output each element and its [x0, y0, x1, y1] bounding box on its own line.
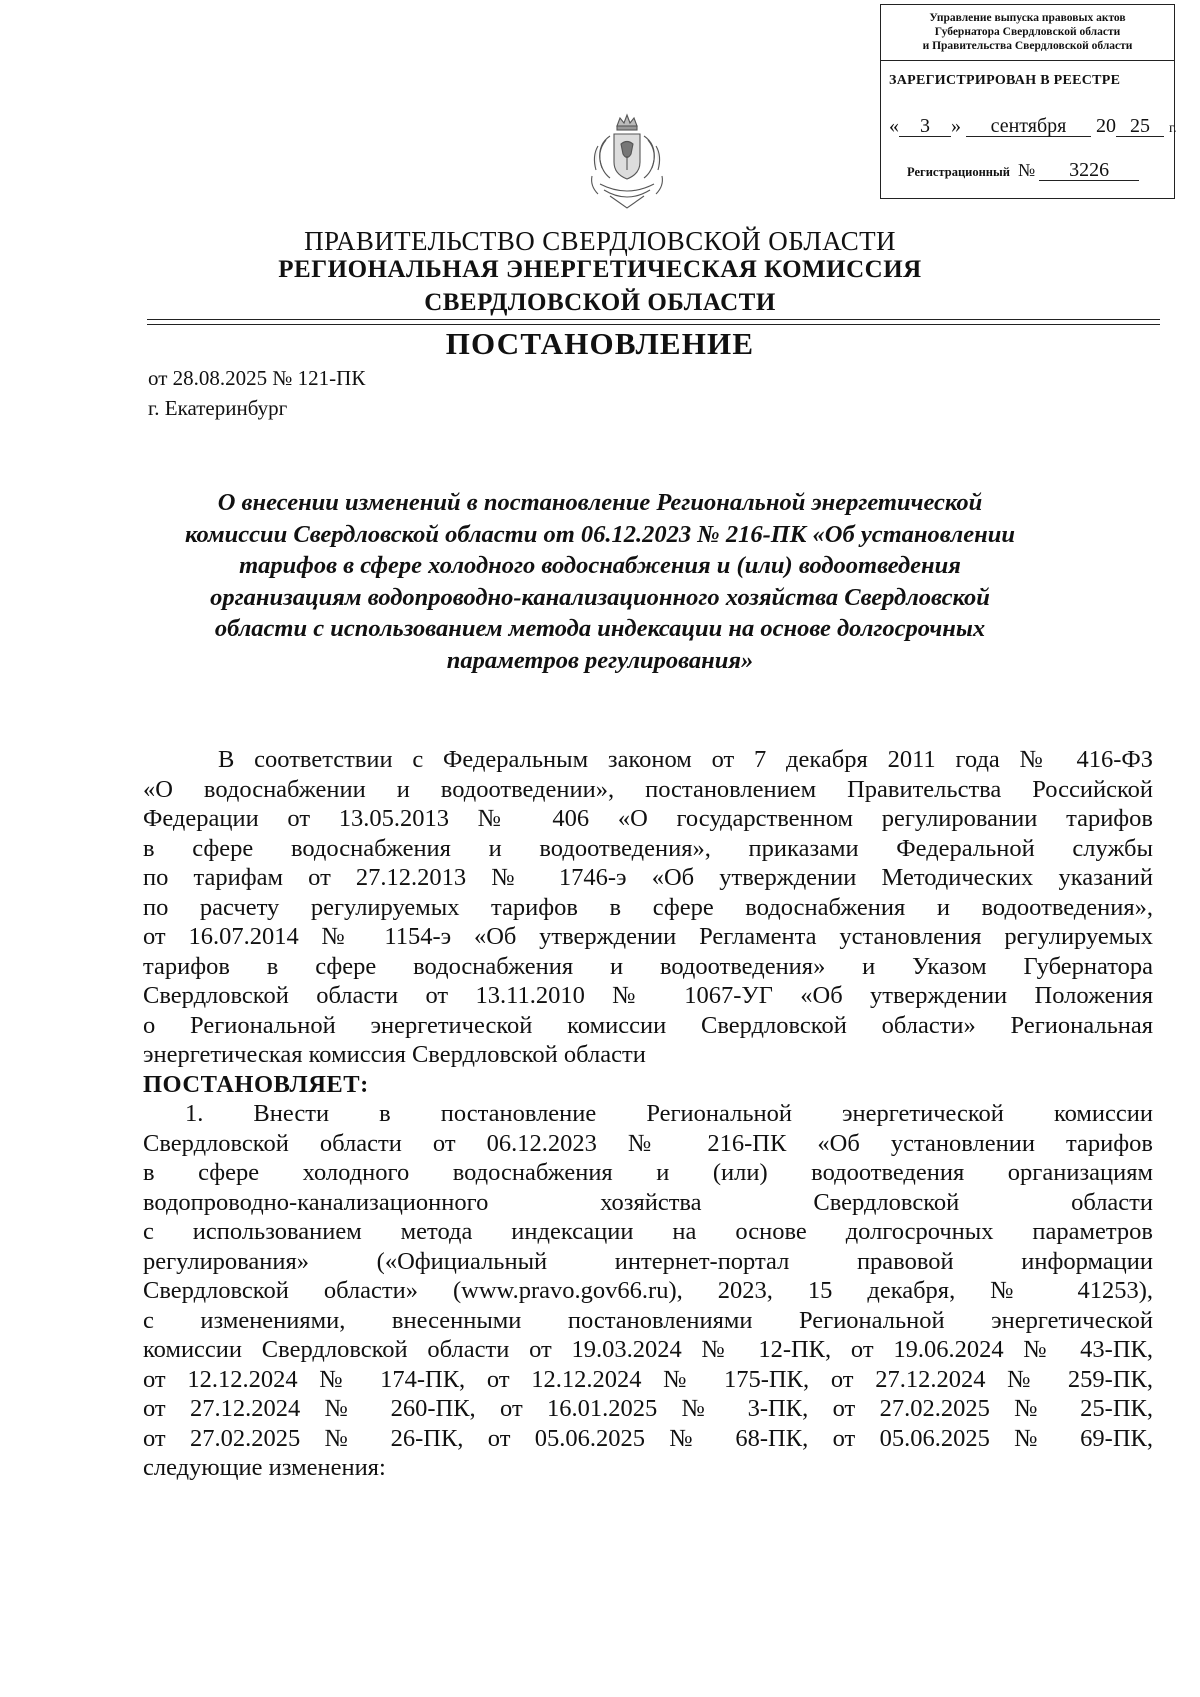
header-divider	[147, 319, 1160, 320]
stamp-header-line: Губернатора Свердловской области	[934, 26, 1121, 38]
item1-line: 1. Внести в постановление Региональной энергетической комиссии	[185, 1100, 1153, 1127]
preamble-line: энергетическая комиссия Свердловской области	[143, 1041, 646, 1068]
stamp-date	[889, 115, 1177, 138]
preamble-line: по расчету регулируемых тарифов в сфере водоснабжения и водоотведения»,	[143, 893, 1153, 921]
stamp-year-abbr: г.	[1169, 121, 1177, 136]
item1-line: комиссии Свердловской области от 19.03.2024 № 12-ПК, от 19.06.2024 № 43-ПК,	[143, 1336, 1153, 1363]
item1-line: от 27.02.2025 № 26-ПК, от 05.06.2025 № 68-ПК, от 05.06.2025 № 69-ПК,	[143, 1424, 1153, 1452]
stamp-month: сентября	[966, 116, 1091, 137]
subject-line: организациям водопроводно-канализационного хозяйства Свердловской	[210, 583, 990, 611]
preamble-line: по тарифам от 27.12.2013 № 1746-э «Об утверждении Методических указаний	[143, 864, 1153, 891]
document-date-number: от 28.08.2025 № 121-ПК	[148, 366, 366, 390]
stamp-registration-number	[907, 160, 1139, 181]
subject-line: комиссии Свердловской области от 06.12.2023 № 216-ПК «Об установлении	[185, 520, 1015, 548]
header-divider-thin	[147, 324, 1160, 325]
stamp-year-suffix: 25	[1116, 116, 1164, 137]
subject-line: параметров регулирования»	[446, 646, 754, 674]
item1-line: с использованием метода индексации на основе долгосрочных параметров	[143, 1218, 1153, 1245]
item1-line: с изменениями, внесенными постановлениями Региональной энергетической	[143, 1306, 1153, 1334]
registration-stamp	[880, 4, 1175, 199]
stamp-header-line: Управление выпуска правовых актов	[929, 12, 1126, 24]
stamp-day: 3	[899, 116, 951, 137]
item1-line: Свердловской области от 06.12.2023 № 216-ПК «Об установлении тарифов	[143, 1129, 1153, 1157]
item1-line: регулирования» («Официальный интернет-портал правовой информации	[143, 1247, 1153, 1275]
stamp-header	[881, 5, 1174, 61]
item1-line: от 12.12.2024 № 174-ПК, от 12.12.2024 № 175-ПК, от 27.12.2024 № 259-ПК,	[143, 1365, 1153, 1393]
subject-line: О внесении изменений в постановление Региональной энергетической	[217, 489, 983, 516]
preamble-line: о Региональной энергетической комиссии Свердловской области» Региональная	[143, 1011, 1153, 1039]
stamp-year-prefix: 20	[1096, 115, 1116, 137]
item1-line: Свердловской области» (www.pravo.gov66.ru), 2023, 15 декабря, № 41253),	[143, 1277, 1153, 1304]
item1-line: в сфере холодного водоснабжения и (или) водоотведения организациям	[143, 1159, 1153, 1186]
stamp-title: ЗАРЕГИСТРИРОВАН В РЕЕСТРЕ	[889, 73, 1121, 88]
stamp-reg-label: Регистрационный	[907, 165, 1010, 179]
stamp-reg-no-sign: №	[1017, 160, 1036, 180]
subject-line: тарифов в сфере холодного водоснабжения и (или) водоотведения	[239, 552, 961, 579]
preamble-line: Федерации от 13.05.2013 № 406 «О государственном регулировании тарифов	[143, 805, 1153, 832]
preamble-line: «О водоснабжении и водоотведении», постановлением Правительства Российской	[143, 775, 1153, 803]
document-subject	[140, 487, 1060, 676]
item1-line: от 27.12.2024 № 260-ПК, от 16.01.2025 № 3-ПК, от 27.02.2025 № 25-ПК,	[143, 1395, 1153, 1422]
preamble-line: от 16.07.2014 № 1154-э «Об утверждении Регламента установления регулируемых	[143, 923, 1153, 950]
resolves-heading: ПОСТАНОВЛЯЕТ:	[143, 1070, 369, 1098]
government-name: ПРАВИТЕЛЬСТВО СВЕРДЛОВСКОЙ ОБЛАСТИ	[304, 226, 896, 256]
preamble-line: в сфере водоснабжения и водоотведения», приказами Федеральной службы	[143, 834, 1153, 862]
subject-line: области с использованием метода индексации на основе долгосрочных	[214, 615, 986, 642]
item1-line: следующие изменения:	[143, 1454, 386, 1481]
stamp-close-quote: »	[951, 115, 961, 137]
stamp-reg-number: 3226	[1039, 160, 1139, 181]
preamble-line: Свердловской области от 13.11.2010 № 1067-УГ «Об утверждении Положения	[143, 982, 1153, 1009]
coat-of-arms-icon	[584, 112, 670, 212]
document-type: ПОСТАНОВЛЕНИЕ	[445, 326, 755, 361]
commission-name-line2: СВЕРДЛОВСКОЙ ОБЛАСТИ	[424, 289, 776, 316]
stamp-header-line: и Правительства Свердловской области	[922, 40, 1133, 52]
document-city: г. Екатеринбург	[148, 396, 288, 420]
item1-line: водопроводно-канализационного хозяйства Свердловской области	[143, 1188, 1153, 1216]
preamble-line: тарифов в сфере водоснабжения и водоотведения» и Указом Губернатора	[143, 952, 1153, 980]
preamble-line: В соответствии с Федеральным законом от 7 декабря 2011 года № 416-ФЗ	[218, 746, 1153, 773]
document-body	[143, 745, 1153, 1483]
commission-name-line1: РЕГИОНАЛЬНАЯ ЭНЕРГЕТИЧЕСКАЯ КОМИССИЯ	[278, 256, 922, 283]
stamp-open-quote: «	[889, 115, 899, 137]
